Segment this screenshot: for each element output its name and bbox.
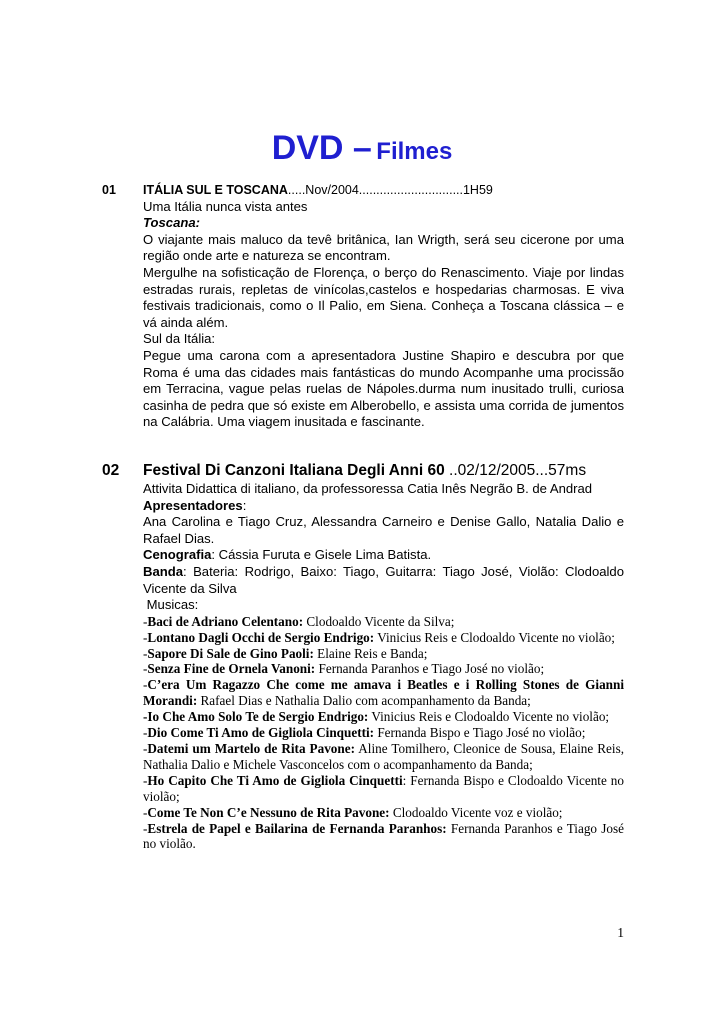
- entry-tagline: Uma Itália nunca vista antes: [143, 198, 308, 214]
- song-title: Ho Capito Che Ti Amo de Gigliola Cinquetti: [147, 772, 403, 788]
- song-performers: Clodoaldo Vicente da Silva;: [303, 613, 455, 629]
- song-item: [143, 725, 624, 741]
- scenography-label: Cenografia: [143, 547, 212, 563]
- title-sub: Filmes: [376, 138, 453, 165]
- paragraph: O viajante mais maluco da tevê britânica, Ian Wrigth, será seu cicerone por uma região onde arte e natureza se encontram.: [143, 231, 624, 264]
- song-prefix: -: [143, 820, 148, 836]
- songs-label: Musicas:: [143, 597, 199, 613]
- entry-number: 02: [102, 462, 120, 479]
- band-label: Banda: [143, 563, 184, 579]
- song-prefix: -: [143, 772, 148, 788]
- entry-body: [143, 182, 624, 431]
- song-performers: Rafael Dias e Nathalia Dalio com acompanhamento da Banda;: [197, 693, 531, 709]
- band: [143, 564, 624, 597]
- presenters-list: Ana Carolina e Tiago Cruz, Alessandra Carneiro e Denise Gallo, Natalia Dalio e Rafael Dias.: [143, 514, 624, 546]
- song-prefix: -: [143, 804, 148, 820]
- entry-heading: [143, 182, 624, 199]
- song-item: [143, 773, 624, 805]
- song-prefix: -: [143, 661, 148, 677]
- song-performers: Fernanda Paranhos e Tiago José no violão;: [315, 661, 545, 677]
- song-performers: Vinicius Reis e Clodoaldo Vicente no violão;: [368, 709, 610, 725]
- entry-heading-title: Festival Di Canzoni Italiana Degli Anni 60: [143, 462, 445, 479]
- song-prefix: -: [143, 725, 148, 741]
- song-title: Estrela de Papel e Bailarina de Fernanda Paranhos:: [147, 820, 447, 836]
- song-performers: Elaine Reis e Banda;: [313, 645, 428, 661]
- song-performers: Clodoaldo Vicente voz e violão;: [389, 804, 563, 820]
- song-performers: Aline Tomilhero, Cleonice de Sousa, Elaine Reis, Nathalia Dalio e Michele Vasconcelos com o acompanhamento da Banda;: [143, 741, 624, 772]
- song-title: Sapore Di Sale de Gino Paoli:: [147, 645, 314, 661]
- song-list: [143, 614, 624, 853]
- song-title: Baci de Adriano Celentano:: [147, 613, 304, 629]
- song-title: Datemi um Martelo de Rita Pavone:: [147, 741, 355, 756]
- song-item: [143, 741, 624, 773]
- song-prefix: -: [143, 629, 148, 645]
- song-item: [143, 805, 624, 821]
- song-prefix: -: [143, 613, 148, 629]
- presenters-label: Apresentadores: [143, 497, 243, 513]
- entry-heading-meta: ..02/12/2005...57ms: [444, 462, 587, 479]
- song-item: [143, 709, 624, 725]
- song-title: -Io Che Amo Solo Te de Sergio Endrigo:: [143, 709, 369, 725]
- song-performers: Fernanda Paranhos e Tiago José no violão.: [143, 820, 624, 852]
- song-item: [143, 661, 624, 677]
- song-title: Come Te Non C’e Nessuno de Rita Pavone:: [147, 804, 390, 820]
- presenters: [143, 498, 624, 515]
- presenters-colon: :: [242, 497, 247, 513]
- entry-intro: Attivita Didattica di italiano, da professoressa Catia Inês Negrão B. de Andrad: [143, 481, 593, 496]
- page-title: [0, 128, 724, 175]
- scenography: [143, 547, 624, 564]
- song-prefix: -: [143, 645, 148, 661]
- paragraph: Mergulhe na sofisticação de Florença, o berço do Renascimento. Viaje por lindas estradas rurais, repletas de vinícolas,castelos e hospedarias charmosas. E viva festivais tradicionais, como o Il Palio, em Siena. Conheça a Toscana clássica – e vá ainda além.: [143, 264, 624, 330]
- song-prefix: -: [143, 741, 148, 756]
- song-prefix: -: [143, 677, 148, 693]
- song-performers: Fernanda Bispo e Tiago José no violão;: [374, 725, 586, 741]
- entry-heading: [143, 461, 624, 481]
- song-performers: : Fernanda Bispo e Clodoaldo Vicente no violão;: [143, 772, 624, 804]
- song-title: Senza Fine de Ornela Vanoni:: [147, 661, 316, 677]
- scenography-value: : Cássia Furuta e Gisele Lima Batista.: [211, 547, 432, 563]
- entry-description: [143, 481, 624, 614]
- song-title: C’era Um Ragazzo Che come me amava i Beatles e i Rolling Stones de Gianni Morandi:: [143, 677, 624, 709]
- band-value: : Bateria: Rodrigo, Baixo: Tiago, Guitarra: Tiago José, Violão: Clodoaldo Vicente da Silva: [143, 563, 624, 596]
- song-performers: Vinicius Reis e Clodoaldo Vicente no violão;: [374, 629, 615, 645]
- title-main: DVD –: [271, 129, 372, 167]
- section-label-toscana: Toscana:: [143, 215, 200, 231]
- entry-heading-meta: .....Nov/2004..............................1H59: [287, 183, 493, 197]
- song-item: [143, 821, 624, 853]
- entry-heading-title: ITÁLIA SUL E TOSCANA: [143, 183, 288, 197]
- paragraph: Pegue uma carona com a apresentadora Justine Shapiro e descubra por que Roma é uma das cidades mais fantásticas do mundo Acompanhe uma procissão em Terracina, vague pelas ruelas de Nápoles.durma num inusitado trulli, curiosa casinha de pedra que só existe em Alberobello, e assista uma corrida de jumentos na Calábria. Uma viagem inusitada e fascinante.: [143, 347, 624, 430]
- song-item: [143, 614, 624, 630]
- entry-body: [143, 461, 624, 852]
- entry-description: [143, 199, 624, 431]
- song-title: Lontano Dagli Occhi de Sergio Endrigo:: [147, 629, 375, 645]
- page-number: 1: [617, 925, 624, 940]
- song-title: Dio Come Ti Amo de Gigliola Cinquetti:: [147, 725, 375, 741]
- section-label-sul: Sul da Itália:: [143, 331, 216, 347]
- song-item: [143, 646, 624, 662]
- song-item: [143, 630, 624, 646]
- entry-number: 01: [102, 183, 116, 197]
- song-item: [143, 677, 624, 709]
